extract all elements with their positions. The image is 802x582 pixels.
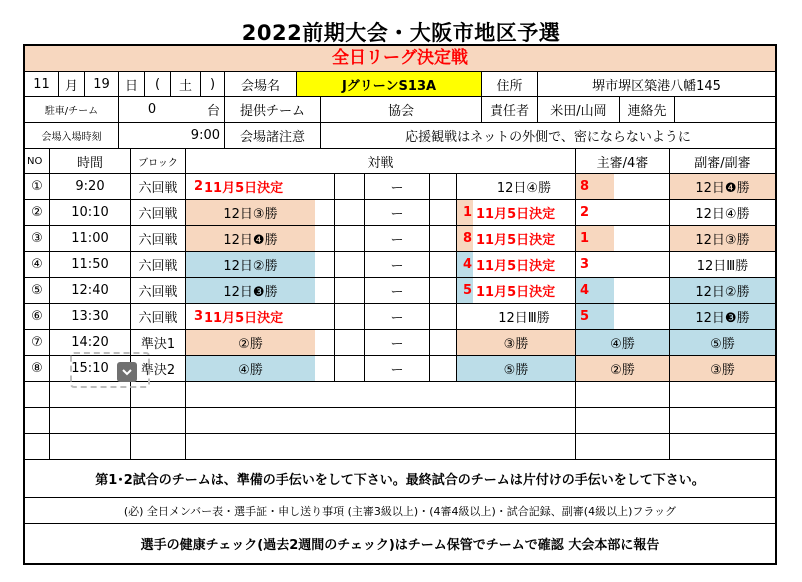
contact-value — [675, 97, 775, 123]
footer-note-required: (必) 全日メンバー表・選手証・申し送り事項 (主審3級以上)・(4審4級以上)・試合記録、副審(4級以上)フラッグ — [25, 498, 775, 524]
spacer-cell — [335, 200, 365, 226]
row-block: 六回戦 — [131, 226, 186, 252]
spacer-cell — [430, 226, 457, 252]
referee-cell: 3 — [576, 252, 614, 278]
spacer-cell — [335, 174, 365, 200]
team-a-spacer — [315, 252, 335, 278]
team-a-spacer — [315, 304, 335, 330]
row-no: ⑤ — [25, 278, 50, 304]
assistant-cell: ⑤勝 — [670, 330, 775, 356]
vs-mark: ー — [365, 226, 430, 252]
vs-mark: ー — [365, 174, 430, 200]
spacer-cell — [430, 252, 457, 278]
footer-note-help: 第1･2試合のチームは、準備の手伝いをして下さい。最終試合のチームは片付けの手伝いをして下さい。 — [25, 460, 775, 498]
spacer-cell — [430, 200, 457, 226]
team-b: 11月5日決定 — [473, 200, 576, 226]
spacer-cell — [335, 356, 365, 382]
row-time[interactable]: 14:20 — [50, 330, 131, 356]
row-no: ⑥ — [25, 304, 50, 330]
empty-cell — [50, 408, 131, 434]
chevron-down-icon[interactable] — [117, 362, 137, 382]
empty-cell — [131, 408, 186, 434]
row-time: 11:50 — [50, 252, 131, 278]
team-b-seed: 8 — [457, 226, 473, 252]
assistant-cell: ③勝 — [670, 356, 775, 382]
spacer-cell — [430, 330, 457, 356]
empty-cell — [25, 408, 50, 434]
empty-cell — [25, 434, 50, 460]
page-title: 2022前期大会・大阪市地区予選 — [241, 21, 561, 45]
row-no: ② — [25, 200, 50, 226]
date-month-unit: 月 — [59, 72, 85, 97]
notes-value: 応援観戦はネットの外側で、密にならないように — [321, 123, 775, 149]
row-time: 12:40 — [50, 278, 131, 304]
entry-time: 9:00 — [119, 123, 225, 149]
team-a-spacer — [315, 226, 335, 252]
empty-cell — [50, 434, 131, 460]
weekday-paren-open: ( — [145, 72, 171, 97]
empty-cell — [186, 434, 576, 460]
vs-mark: ー — [365, 330, 430, 356]
team-a-seed: 2 — [186, 174, 202, 200]
spacer-cell — [335, 330, 365, 356]
team-a-spacer — [315, 174, 335, 200]
referee-cell: 2 — [576, 200, 614, 226]
entry-label: 会場入場時刻 — [25, 123, 119, 149]
team-b-seed — [457, 174, 473, 200]
row-block: 六回戦 — [131, 174, 186, 200]
date-month: 11 — [25, 72, 59, 97]
team-a-spacer — [315, 330, 335, 356]
row-block: 六回戦 — [131, 304, 186, 330]
team-a: 11月5日決定 — [202, 174, 315, 200]
row-time: 11:00 — [50, 226, 131, 252]
referee-cell: 5 — [576, 304, 614, 330]
header-match: 対戦 — [186, 149, 576, 174]
team-a-seed: 3 — [186, 304, 202, 330]
team-b-seed: 5 — [457, 278, 473, 304]
referee-cell: 8 — [576, 174, 614, 200]
team-a: 11月5日決定 — [202, 304, 315, 330]
provider-value: 協会 — [321, 97, 482, 123]
referee-spacer — [614, 252, 670, 278]
team-b: ③勝 — [457, 330, 576, 356]
subtitle-band: 全日リーグ決定戦 — [25, 46, 775, 72]
vs-mark: ー — [365, 304, 430, 330]
row-block: 六回戦 — [131, 252, 186, 278]
assistant-cell: 12日④勝 — [670, 200, 775, 226]
team-a: ②勝 — [186, 330, 315, 356]
manager-label: 責任者 — [482, 97, 538, 123]
spacer-cell — [335, 252, 365, 278]
team-a: 12日③勝 — [186, 200, 315, 226]
notes-label: 会場諸注意 — [225, 123, 321, 149]
empty-cell — [670, 382, 775, 408]
row-block: 準決1 — [131, 330, 186, 356]
team-b: 11月5日決定 — [473, 226, 576, 252]
address-value: 堺市堺区築港八幡145 — [538, 72, 775, 97]
contact-label: 連絡先 — [620, 97, 675, 123]
empty-cell — [25, 382, 50, 408]
row-block: 準決2 — [131, 356, 186, 382]
empty-cell — [186, 408, 576, 434]
assistant-cell: 12日③勝 — [670, 226, 775, 252]
date-day-unit: 日 — [119, 72, 145, 97]
row-time: 9:20 — [50, 174, 131, 200]
referee-spacer — [614, 278, 670, 304]
team-a-spacer — [315, 278, 335, 304]
team-b: 12日④勝 — [473, 174, 576, 200]
assistant-cell: 12日②勝 — [670, 278, 775, 304]
header-time: 時間 — [50, 149, 131, 174]
referee-spacer — [614, 226, 670, 252]
assistant-cell: 12日❹勝 — [670, 174, 775, 200]
parking-value: 0 — [119, 97, 185, 123]
parking-label: 駐車/チーム — [25, 97, 119, 123]
cell-selection-outline — [70, 352, 150, 388]
weekday: 土 — [171, 72, 201, 97]
row-time: 13:30 — [50, 304, 131, 330]
team-a: 12日❸勝 — [186, 278, 315, 304]
empty-cell — [186, 382, 576, 408]
spacer-cell — [430, 304, 457, 330]
header-no: NO — [25, 149, 50, 174]
weekday-paren-close: ) — [201, 72, 225, 97]
referee-cell: ④勝 — [576, 330, 670, 356]
spacer-cell — [430, 174, 457, 200]
spacer-cell — [430, 278, 457, 304]
row-block: 六回戦 — [131, 278, 186, 304]
vs-mark: ー — [365, 356, 430, 382]
empty-cell — [131, 434, 186, 460]
team-b: 11月5日決定 — [473, 252, 576, 278]
empty-cell — [576, 434, 670, 460]
empty-cell — [670, 408, 775, 434]
team-a-spacer — [315, 200, 335, 226]
footer-note-health: 選手の健康チェック(過去2週間のチェック)はチーム保管でチームで確認 大会本部に報告 — [140, 538, 660, 553]
referee-cell: ②勝 — [576, 356, 670, 382]
empty-cell — [576, 382, 670, 408]
row-time: 15:10 — [50, 356, 131, 382]
team-b: 11月5日決定 — [473, 278, 576, 304]
schedule-sheet — [23, 44, 777, 565]
referee-cell: 1 — [576, 226, 614, 252]
header-assistant: 副審/副審 — [670, 149, 775, 174]
chevron-down-icon-glyph — [121, 366, 133, 378]
vs-mark: ー — [365, 278, 430, 304]
assistant-cell: 12日Ⅲ勝 — [670, 252, 775, 278]
row-no: ⑧ — [25, 356, 50, 382]
header-referee: 主審/4審 — [576, 149, 670, 174]
parking-unit: 台 — [185, 97, 225, 123]
date-day: 19 — [85, 72, 119, 97]
team-b: 12日Ⅲ勝 — [473, 304, 576, 330]
row-no: ⑦ — [25, 330, 50, 356]
venue-label: 会場名 — [225, 72, 297, 97]
header-block: ブロック — [131, 149, 186, 174]
row-time: 10:10 — [50, 200, 131, 226]
spacer-cell — [430, 356, 457, 382]
team-b-seed: 1 — [457, 200, 473, 226]
row-no: ④ — [25, 252, 50, 278]
team-a: ④勝 — [186, 356, 315, 382]
referee-cell: 4 — [576, 278, 614, 304]
team-b-seed: 4 — [457, 252, 473, 278]
team-b: ⑤勝 — [457, 356, 576, 382]
empty-cell — [670, 434, 775, 460]
venue-value: JグリーンS13A — [297, 72, 482, 97]
manager-value: 米田/山岡 — [538, 97, 620, 123]
row-no: ① — [25, 174, 50, 200]
spacer-cell — [335, 278, 365, 304]
provider-label: 提供チーム — [225, 97, 321, 123]
referee-spacer — [614, 200, 670, 226]
referee-spacer — [614, 174, 670, 200]
team-a: 12日❹勝 — [186, 226, 315, 252]
row-no: ③ — [25, 226, 50, 252]
spacer-cell — [335, 226, 365, 252]
row-block: 六回戦 — [131, 200, 186, 226]
referee-spacer — [614, 304, 670, 330]
team-a-spacer — [315, 356, 335, 382]
empty-cell — [576, 408, 670, 434]
address-label: 住所 — [482, 72, 538, 97]
vs-mark: ー — [365, 200, 430, 226]
team-a: 12日②勝 — [186, 252, 315, 278]
vs-mark: ー — [365, 252, 430, 278]
spacer-cell — [335, 304, 365, 330]
assistant-cell: 12日❸勝 — [670, 304, 775, 330]
team-b-seed — [457, 304, 473, 330]
